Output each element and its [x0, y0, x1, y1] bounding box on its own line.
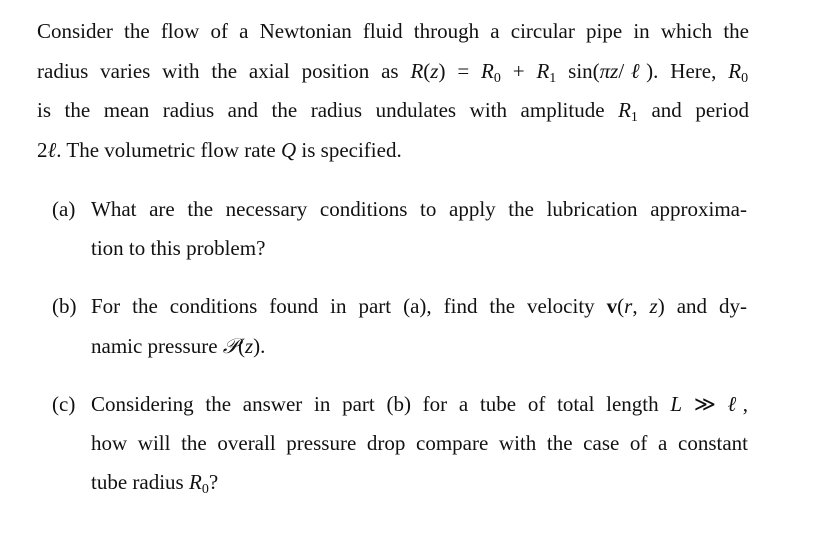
part-a-label: (a)	[52, 197, 76, 221]
part-b-line-2	[91, 334, 265, 358]
part-b-label: (b)	[52, 294, 77, 318]
part-c-line-2: how will the overall pressure drop compare with the case of a constant	[91, 431, 748, 455]
part-b-line-1	[91, 294, 747, 318]
intro-line-3-suffix: and period	[651, 98, 750, 122]
mean-radius-symbol: $R_0$	[728, 59, 749, 86]
period-symbol: 2ℓ.	[37, 138, 62, 162]
part-c-label: (c)	[52, 392, 76, 416]
intro-line-3-text: is the mean radius and the radius undulates with amplitude	[37, 98, 605, 122]
flow-rate-symbol: Q	[280, 138, 297, 162]
velocity-symbol: v(r, z)	[606, 294, 665, 318]
intro-line-3	[37, 98, 750, 125]
intro-line-2-here: Here,	[670, 59, 717, 83]
intro-line-4-suffix: is specified.	[301, 138, 402, 162]
radius-equation: $R(z) = R_0 + R_1$ sin(πz/ℓ).	[410, 59, 659, 86]
part-b-line-2-text: namic pressure	[91, 334, 218, 358]
constant-radius-symbol: $R_0$?	[188, 470, 219, 497]
intro-line-4-text: The volumetric flow rate	[66, 138, 276, 162]
intro-line-1: Consider the flow of a Newtonian fluid through a circular pipe in which the	[37, 19, 749, 43]
part-c-line-3	[91, 470, 219, 497]
amplitude-symbol: $R_1$	[618, 98, 638, 125]
intro-line-2	[37, 59, 749, 86]
intro-line-4	[37, 138, 402, 162]
part-b-line-1-text: For the conditions found in part (a), find the velocity	[91, 294, 595, 318]
part-c-line-1-text: Considering the answer in part (b) for a tube of total length	[91, 392, 659, 416]
part-a-line-2: tion to this problem?	[91, 236, 266, 260]
pressure-symbol: 𝒫(z).	[222, 334, 266, 358]
part-a-line-1: What are the necessary conditions to apply the lubrication approxima-	[91, 197, 747, 221]
part-c-line-1	[91, 392, 748, 416]
intro-line-2-text: radius varies with the axial position as	[37, 59, 399, 83]
part-c-line-3-text: tube radius	[91, 470, 184, 494]
length-condition: L ≫ ℓ,	[670, 392, 749, 416]
part-b-line-1-suffix: and dy-	[676, 294, 747, 318]
